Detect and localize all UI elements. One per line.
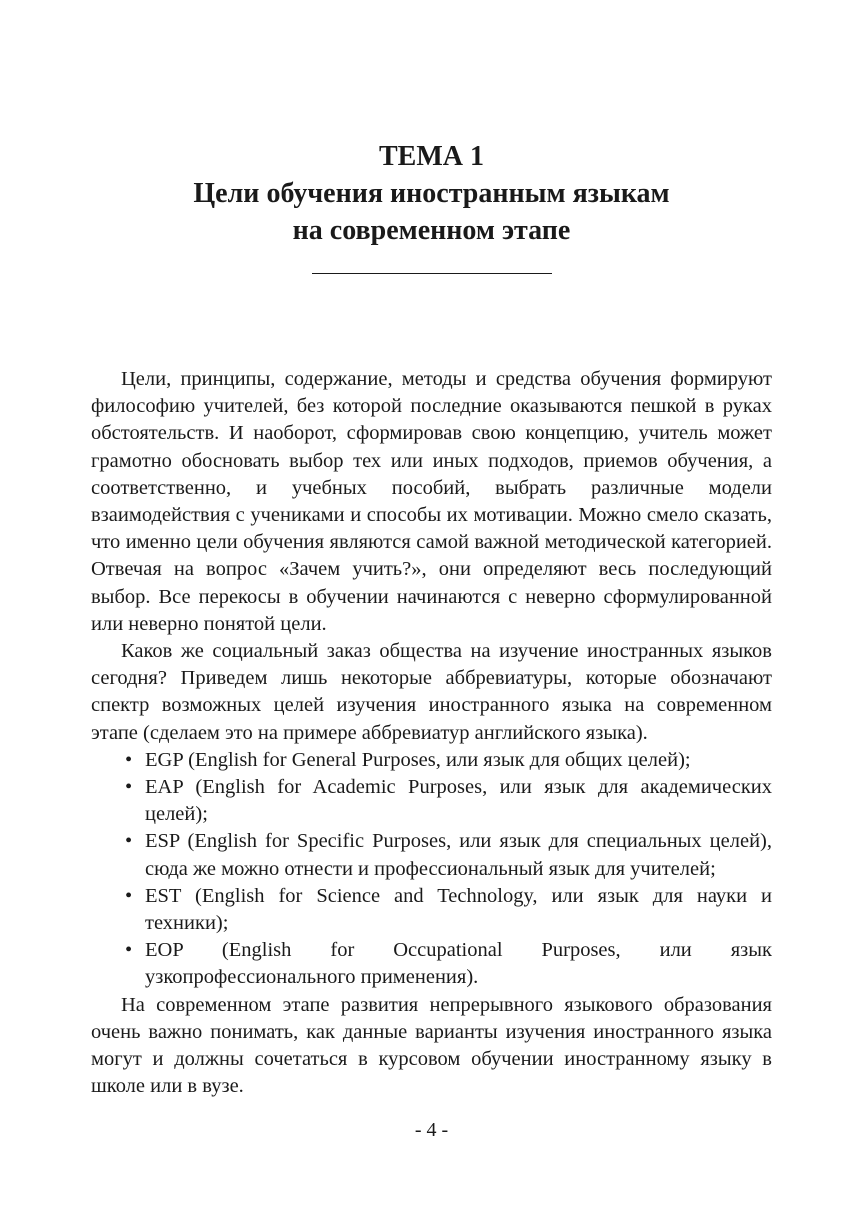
list-item-text: ESP (English for Specific Purposes, или язык для специальных целей), сюда же можно отнести и профессиональный язык для учителей; (145, 830, 772, 880)
list-item-text: EST (English for Science and Technology, или язык для науки и техники); (145, 884, 772, 935)
list-item (125, 883, 772, 937)
title-divider (312, 273, 552, 274)
list-item (125, 828, 772, 882)
chapter-number: ТЕМА 1 (379, 141, 484, 172)
bullet-icon: • (125, 748, 133, 771)
paragraph-intro: Цели, принципы, содержание, методы и средства обучения формируют философию учителей, без которой последние оказываются пешкой в руках обстоятельств. И наоборот, сформировав свою концепцию, учитель может грамотно обосновать выбор тех или иных подходов, приемов обучения, а соответственно, и учебных пособий, выбрать различные модели взаимодействия с учениками и способы их мотивации. Можно смело сказать, что именно цели обучения являются самой важной методической категорией. Отвечая на вопрос «Зачем учить?», они определяют весь последующий выбор. Все перекосы в обучении начинаются с неверно сформулированной или неверно понятой цели. (91, 368, 772, 635)
bullet-icon: • (125, 939, 133, 962)
paragraph-conclusion: На современном этапе развития непрерывного языкового образования очень важно понимать, как данные варианты изучения иностранного языка могут и должны сочетаться в курсовом обучении иностранному языку в школе или в вузе. (91, 993, 772, 1098)
abbreviation-list (91, 747, 772, 992)
list-item-text: EAP (English for Academic Purposes, или язык для академических целей); (145, 776, 772, 826)
chapter-title-line-1: Цели обучения иностранным языкам (193, 178, 670, 209)
list-item-text: EOP (English for Occupational Purposes, или язык узкопрофессионального применения). (145, 939, 772, 989)
bullet-icon: • (125, 884, 133, 907)
bullet-icon: • (125, 776, 133, 799)
list-item (125, 747, 772, 774)
list-item (125, 774, 772, 828)
chapter-heading (0, 138, 863, 249)
bullet-icon: • (125, 830, 133, 853)
list-item-text: EGP (English for General Purposes, или язык для общих целей); (145, 748, 691, 771)
page-number: - 4 - (414, 1119, 449, 1141)
list-item (125, 937, 772, 991)
chapter-title-line-2: на современном этапе (292, 215, 571, 246)
paragraph-social-demand: Каков же социальный заказ общества на изучение иностранных языков сегодня? Приведем лишь некоторые аббревиатуры, которые обозначают спектр возможных целей изучения иностранного языка на современном этапе (сделаем это на примере аббревиатур английского языка). (91, 640, 772, 744)
body-text (91, 366, 772, 1100)
